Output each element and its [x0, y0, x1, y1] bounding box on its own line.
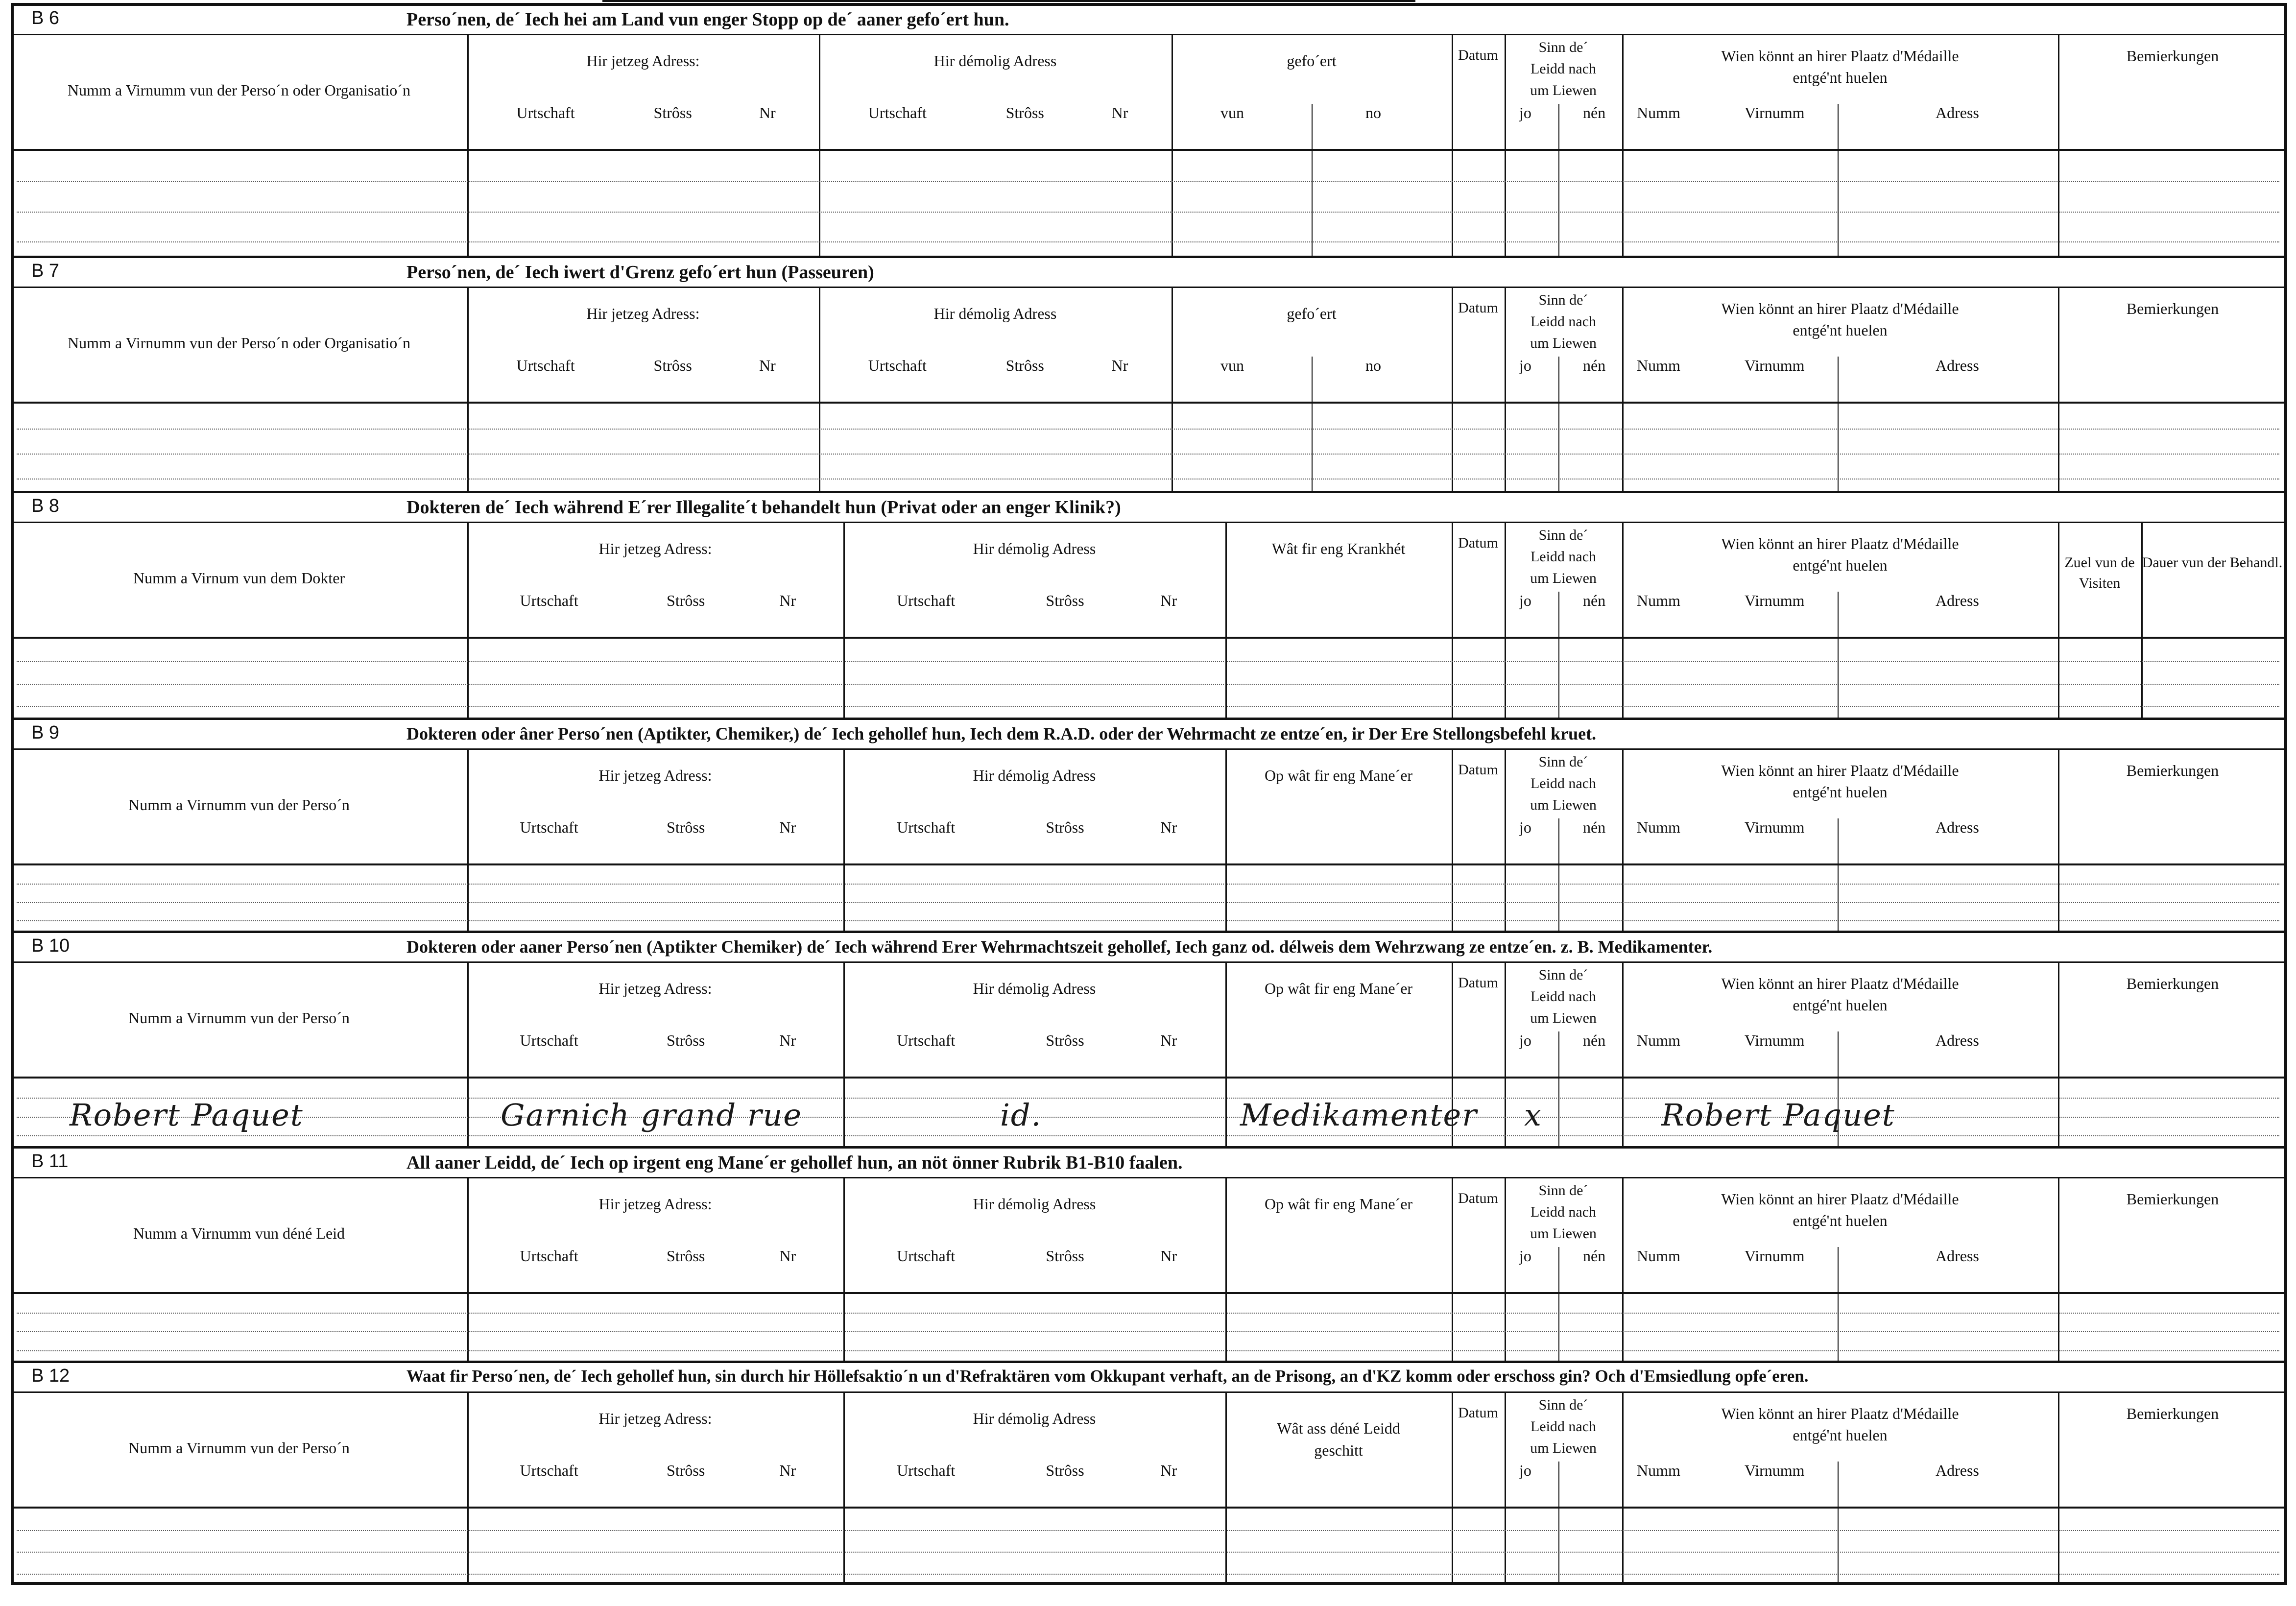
yes-no-divider [1558, 1031, 1559, 1146]
current-address-header: Hir jetzeg Adress: [598, 1410, 712, 1427]
medal-header-line: Wien könnt an hirer Plaatz d'Médaille [1721, 47, 1959, 65]
former-place-label: Urtschaft [897, 1031, 956, 1049]
writing-line[interactable] [17, 1117, 2279, 1118]
medal-surname-label: Numm [1637, 818, 1680, 836]
section-b6 [11, 3, 2287, 256]
current-address-header: Hir jetzeg Adress: [586, 305, 700, 322]
former-street-label: Strôss [1046, 1462, 1084, 1479]
medal-header-line: entgé'nt huelen [1793, 1426, 1888, 1444]
medal-address-divider [1838, 357, 1839, 491]
current-street-label: Strôss [667, 818, 705, 836]
date-header: Datum [1458, 47, 1498, 63]
section-title: Perso´nen, de´ Iech iwert d'Grenz gefo´ert hun (Passeuren) [407, 262, 874, 283]
writing-line[interactable] [17, 684, 2279, 685]
column-divider [1452, 35, 1453, 256]
former-number-label: Nr [1111, 357, 1128, 374]
current-street-label: Strôss [653, 357, 692, 374]
writing-line[interactable] [17, 1098, 2279, 1099]
date-header: Datum [1458, 762, 1498, 778]
from-to-divider [1312, 357, 1313, 491]
former-number-label: Nr [1160, 1247, 1177, 1265]
name-column-header: Numm a Virnumm vun der Perso´n oder Organisatio´n [68, 81, 410, 99]
current-address-header: Hir jetzeg Adress: [598, 540, 712, 557]
remarks-header: Bemierkungen [2126, 47, 2219, 65]
writing-line[interactable] [17, 241, 2279, 242]
section-code: B 10 [31, 935, 70, 956]
section-b10 [11, 931, 2287, 1146]
writing-line[interactable] [17, 706, 2279, 707]
current-street-label: Strôss [667, 1031, 705, 1049]
medal-firstname-label: Virnumm [1745, 818, 1805, 836]
medal-address-label: Adress [1936, 592, 1979, 609]
former-street-label: Strôss [1046, 592, 1084, 609]
section-code: B 7 [31, 261, 60, 281]
former-place-label: Urtschaft [897, 1462, 956, 1479]
current-street-label: Strôss [667, 1247, 705, 1265]
remarks-header: Bemierkungen [2126, 975, 2219, 992]
writing-line[interactable] [17, 902, 2279, 903]
yes-no-divider [1558, 357, 1559, 491]
writing-line[interactable] [17, 884, 2279, 885]
yes-no-divider [1558, 1462, 1559, 1585]
third-column-header: Op wât fir eng Mane´er [1264, 1195, 1413, 1213]
former-number-label: Nr [1160, 1031, 1177, 1049]
medal-address-label: Adress [1936, 1247, 1979, 1265]
medal-surname-label: Numm [1637, 1031, 1680, 1049]
medal-address-label: Adress [1936, 357, 1979, 374]
former-address-header: Hir démolig Adress [933, 305, 1057, 322]
medal-firstname-label: Virnumm [1745, 357, 1805, 374]
third-column-header: Op wât fir eng Mane´er [1264, 767, 1413, 784]
suffered-header-line: Leidd nach [1530, 313, 1597, 330]
suffered-header-line: um Liewen [1530, 570, 1597, 586]
former-address-header: Hir démolig Adress [933, 52, 1057, 70]
writing-line[interactable] [17, 181, 2279, 182]
no-label: nén [1583, 592, 1606, 609]
current-address-header: Hir jetzeg Adress: [598, 1195, 712, 1213]
third-column-header: Op wât fir eng Mane´er [1264, 980, 1413, 997]
medal-surname-label: Numm [1637, 104, 1680, 121]
yes-no-divider [1558, 818, 1559, 931]
current-number-label: Nr [779, 592, 796, 609]
section-title: Dokteren oder aaner Perso´nen (Aptikter Chemiker) de´ Iech während Erer Wehrmachtszeit gehollef, Iech ganz od. délweis dem Wehrzwang ze entze´en. z. B. Medikamenter. [407, 937, 1713, 957]
suffered-header-line: um Liewen [1530, 797, 1597, 813]
medal-header-line: entgé'nt huelen [1793, 783, 1888, 801]
name-column-header: Numm a Virnum vun dem Dokter [133, 569, 345, 587]
no-label: nén [1583, 104, 1606, 121]
remarks-header: Bemierkungen [2126, 1405, 2219, 1422]
suffered-header-line: Leidd nach [1530, 549, 1597, 565]
current-address-header: Hir jetzeg Adress: [586, 52, 700, 70]
suffered-header-line: um Liewen [1530, 1225, 1597, 1242]
remarks-header: Bemierkungen [2126, 300, 2219, 317]
no-label: nén [1583, 818, 1606, 836]
suffered-header-line: Leidd nach [1530, 988, 1597, 1005]
medal-surname-label: Numm [1637, 357, 1680, 374]
suffered-header-line: Sinn de´ [1538, 292, 1588, 308]
writing-line[interactable] [17, 1135, 2279, 1136]
writing-line[interactable] [17, 1313, 2279, 1314]
current-place-label: Urtschaft [520, 592, 578, 609]
former-place-label: Urtschaft [897, 818, 956, 836]
former-place-label: Urtschaft [897, 592, 956, 609]
former-address-header: Hir démolig Adress [973, 767, 1096, 784]
former-place-label: Urtschaft [897, 1247, 956, 1265]
former-street-label: Strôss [1005, 357, 1044, 374]
section-title-row [11, 931, 2287, 963]
medal-firstname-label: Virnumm [1745, 1247, 1805, 1265]
former-address-header: Hir démolig Adress [973, 1195, 1096, 1213]
column-divider [1452, 288, 1453, 491]
medal-firstname-label: Virnumm [1745, 1031, 1805, 1049]
former-place-label: Urtschaft [868, 357, 927, 374]
suffered-header-line: Sinn de´ [1538, 754, 1588, 770]
remarks-header: Bemierkungen [2126, 1190, 2219, 1208]
medal-address-label: Adress [1936, 1462, 1979, 1479]
former-place-label: Urtschaft [868, 104, 927, 121]
handwritten-former-address: id. [1000, 1097, 1042, 1133]
current-place-label: Urtschaft [520, 1031, 578, 1049]
former-street-label: Strôss [1005, 104, 1044, 121]
sheet-top-edge [602, 0, 1415, 2]
medal-header-line: entgé'nt huelen [1793, 1212, 1888, 1229]
medal-surname-label: Numm [1637, 1462, 1680, 1479]
suffered-header-line: Sinn de´ [1538, 527, 1588, 543]
section-title-row [11, 3, 2287, 35]
current-place-label: Urtschaft [516, 104, 575, 121]
current-address-header: Hir jetzeg Adress: [598, 767, 712, 784]
section-code: B 6 [31, 8, 60, 28]
third-column-header: Wât ass déné Leidd geschitt [1277, 1419, 1400, 1459]
current-place-label: Urtschaft [516, 357, 575, 374]
medal-address-divider [1838, 818, 1839, 931]
yes-label: jo [1519, 592, 1531, 609]
former-number-label: Nr [1160, 1462, 1177, 1479]
medal-header-line: Wien könnt an hirer Plaatz d'Médaille [1721, 975, 1959, 992]
writing-line[interactable] [17, 1574, 2279, 1575]
name-column-header: Numm a Virnumm vun der Perso´n [128, 1439, 350, 1457]
medal-surname-label: Numm [1637, 592, 1680, 609]
current-street-label: Strôss [653, 104, 692, 121]
date-header: Datum [1458, 975, 1498, 991]
name-column-header: Numm a Virnumm vun der Perso´n [128, 796, 350, 814]
section-b11 [11, 1146, 2287, 1361]
yes-no-divider [1558, 592, 1559, 718]
section-title: Dokteren oder âner Perso´nen (Aptikter, Chemiker,) de´ Iech gehollef hun, Iech dem R.A.D. oder der Wehrmacht ze entze´en, ir Der Ere Stellongsbefehl kruet. [407, 724, 1597, 743]
former-address-header: Hir démolig Adress [973, 1410, 1096, 1427]
section-title-row [11, 491, 2287, 523]
yes-label: jo [1519, 357, 1531, 374]
section-title-row [11, 718, 2287, 750]
yes-no-divider [1558, 104, 1559, 256]
medal-firstname-label: Virnumm [1745, 592, 1805, 609]
treatment-duration-header: Dauer vun der Behandl. [2142, 554, 2283, 571]
current-number-label: Nr [779, 1462, 796, 1479]
suffered-header-line: Leidd nach [1530, 1204, 1597, 1220]
current-number-label: Nr [779, 1247, 796, 1265]
section-title: Perso´nen, de´ Iech hei am Land vun enger Stopp op de´ aaner gefo´ert hun. [407, 9, 1009, 30]
section-title-row [11, 1361, 2287, 1393]
from-label: vun [1220, 357, 1244, 374]
medal-header-line: entgé'nt huelen [1793, 556, 1888, 574]
current-number-label: Nr [779, 818, 796, 836]
medal-header-line: Wien könnt an hirer Plaatz d'Médaille [1721, 535, 1959, 552]
suffered-header-line: Leidd nach [1530, 1418, 1597, 1435]
section-b8 [11, 491, 2287, 718]
suffered-header-line: um Liewen [1530, 1010, 1597, 1026]
medal-header-line: Wien könnt an hirer Plaatz d'Médaille [1721, 1190, 1959, 1208]
from-to-divider [1312, 104, 1313, 256]
third-column-header: Wât fir eng Krankhét [1271, 540, 1406, 557]
third-column-header: gefo´ert [1287, 305, 1337, 322]
medal-address-divider [1838, 104, 1839, 256]
section-title: Waat fir Perso´nen, de´ Iech gehollef hun, sin durch hir Höllefsaktio´n un d'Refraktären vom Okkupant verhaft, an de Prisong, an d'KZ komm oder erschoss gin? Och d'Emsiedlung opfe´eren. [407, 1366, 1809, 1386]
section-b12 [11, 1361, 2287, 1585]
date-header: Datum [1458, 300, 1498, 316]
writing-line[interactable] [17, 429, 2279, 430]
section-title: Dokteren de´ Iech während E´rer Illegalite´t behandelt hun (Privat oder an enger Klinik?) [407, 497, 1121, 518]
medal-header-line: Wien könnt an hirer Plaatz d'Médaille [1721, 300, 1959, 317]
no-label: nén [1583, 357, 1606, 374]
current-street-label: Strôss [667, 592, 705, 609]
no-label: nén [1583, 1031, 1606, 1049]
handwritten-current-place: Garnich grand rue [501, 1097, 803, 1133]
suffered-header-line: Sinn de´ [1538, 39, 1588, 55]
current-place-label: Urtschaft [520, 818, 578, 836]
writing-line[interactable] [17, 661, 2279, 662]
medal-firstname-label: Virnumm [1745, 104, 1805, 121]
remarks-header: Bemierkungen [2126, 762, 2219, 779]
current-number-label: Nr [759, 357, 776, 374]
writing-line[interactable] [17, 1530, 2279, 1531]
current-street-label: Strôss [667, 1462, 705, 1479]
suffered-header-line: Sinn de´ [1538, 1397, 1588, 1413]
date-header: Datum [1458, 1190, 1498, 1206]
medal-address-divider [1838, 1462, 1839, 1585]
date-header: Datum [1458, 535, 1498, 551]
writing-line[interactable] [17, 454, 2279, 455]
writing-line[interactable] [17, 1350, 2279, 1351]
handwritten-medal-recipient: Robert Paquet [1661, 1097, 1895, 1133]
medal-firstname-label: Virnumm [1745, 1462, 1805, 1479]
current-address-header: Hir jetzeg Adress: [598, 980, 712, 997]
to-label: no [1365, 104, 1381, 121]
writing-line[interactable] [17, 920, 2279, 921]
medal-address-label: Adress [1936, 1031, 1979, 1049]
section-b9 [11, 718, 2287, 931]
former-number-label: Nr [1160, 818, 1177, 836]
section-title: All aaner Leidd, de´ Iech op irgent eng Mane´er gehollef hun, an nöt önner Rubrik B1-B10 faalen. [407, 1152, 1183, 1173]
yes-label: jo [1519, 1462, 1531, 1479]
former-street-label: Strôss [1046, 818, 1084, 836]
former-street-label: Strôss [1046, 1247, 1084, 1265]
medal-address-divider [1838, 1247, 1839, 1361]
date-header: Datum [1458, 1405, 1498, 1421]
from-label: vun [1220, 104, 1244, 121]
suffered-header-line: Sinn de´ [1538, 967, 1588, 983]
section-code: B 8 [31, 496, 60, 516]
section-b7 [11, 256, 2287, 491]
column-divider [2058, 35, 2059, 256]
suffered-header-line: Sinn de´ [1538, 1182, 1588, 1199]
current-number-label: Nr [759, 104, 776, 121]
former-address-header: Hir démolig Adress [973, 540, 1096, 557]
current-place-label: Urtschaft [520, 1462, 578, 1479]
medal-header-line: entgé'nt huelen [1793, 996, 1888, 1014]
section-title-row [11, 1146, 2287, 1178]
suffered-header-line: um Liewen [1530, 335, 1597, 351]
writing-line[interactable] [17, 1331, 2279, 1332]
yes-label: jo [1519, 104, 1531, 121]
yes-no-divider [1558, 1247, 1559, 1361]
yes-label: jo [1519, 818, 1531, 836]
former-address-header: Hir démolig Adress [973, 980, 1096, 997]
handwritten-manner: Medikamenter [1240, 1097, 1478, 1133]
suffered-header-line: Leidd nach [1530, 61, 1597, 77]
handwritten-suffered-mark: x [1524, 1097, 1542, 1133]
suffered-header-line: um Liewen [1530, 1440, 1597, 1456]
current-number-label: Nr [779, 1031, 796, 1049]
no-label: nén [1583, 1247, 1606, 1265]
former-number-label: Nr [1111, 104, 1128, 121]
suffered-header-line: Leidd nach [1530, 775, 1597, 791]
medal-address-label: Adress [1936, 818, 1979, 836]
section-code: B 12 [31, 1366, 70, 1386]
current-place-label: Urtschaft [520, 1247, 578, 1265]
yes-label: jo [1519, 1247, 1531, 1265]
former-street-label: Strôss [1046, 1031, 1084, 1049]
section-code: B 9 [31, 722, 60, 743]
former-number-label: Nr [1160, 592, 1177, 609]
section-title-row [11, 256, 2287, 288]
to-label: no [1365, 357, 1381, 374]
medal-address-divider [1838, 592, 1839, 718]
writing-line[interactable] [17, 1552, 2279, 1553]
writing-line[interactable] [17, 212, 2279, 213]
name-column-header: Numm a Virnumm vun der Perso´n [128, 1009, 350, 1027]
visits-header: Zuel vun de Visiten [2064, 554, 2135, 591]
name-column-header: Numm a Virnumm vun der Perso´n oder Organisatio´n [68, 334, 410, 352]
yes-label: jo [1519, 1031, 1531, 1049]
third-column-header: gefo´ert [1287, 52, 1337, 70]
medal-header-line: entgé'nt huelen [1793, 321, 1888, 339]
handwritten-name: Robert Paquet [70, 1097, 304, 1133]
medal-header-line: Wien könnt an hirer Plaatz d'Médaille [1721, 762, 1959, 779]
medal-header-line: Wien könnt an hirer Plaatz d'Médaille [1721, 1405, 1959, 1422]
medal-surname-label: Numm [1637, 1247, 1680, 1265]
name-column-header: Numm a Virnumm vun déné Leid [133, 1224, 345, 1242]
medal-header-line: entgé'nt huelen [1793, 69, 1888, 86]
medal-address-label: Adress [1936, 104, 1979, 121]
section-code: B 11 [31, 1151, 69, 1172]
suffered-header-line: um Liewen [1530, 82, 1597, 98]
